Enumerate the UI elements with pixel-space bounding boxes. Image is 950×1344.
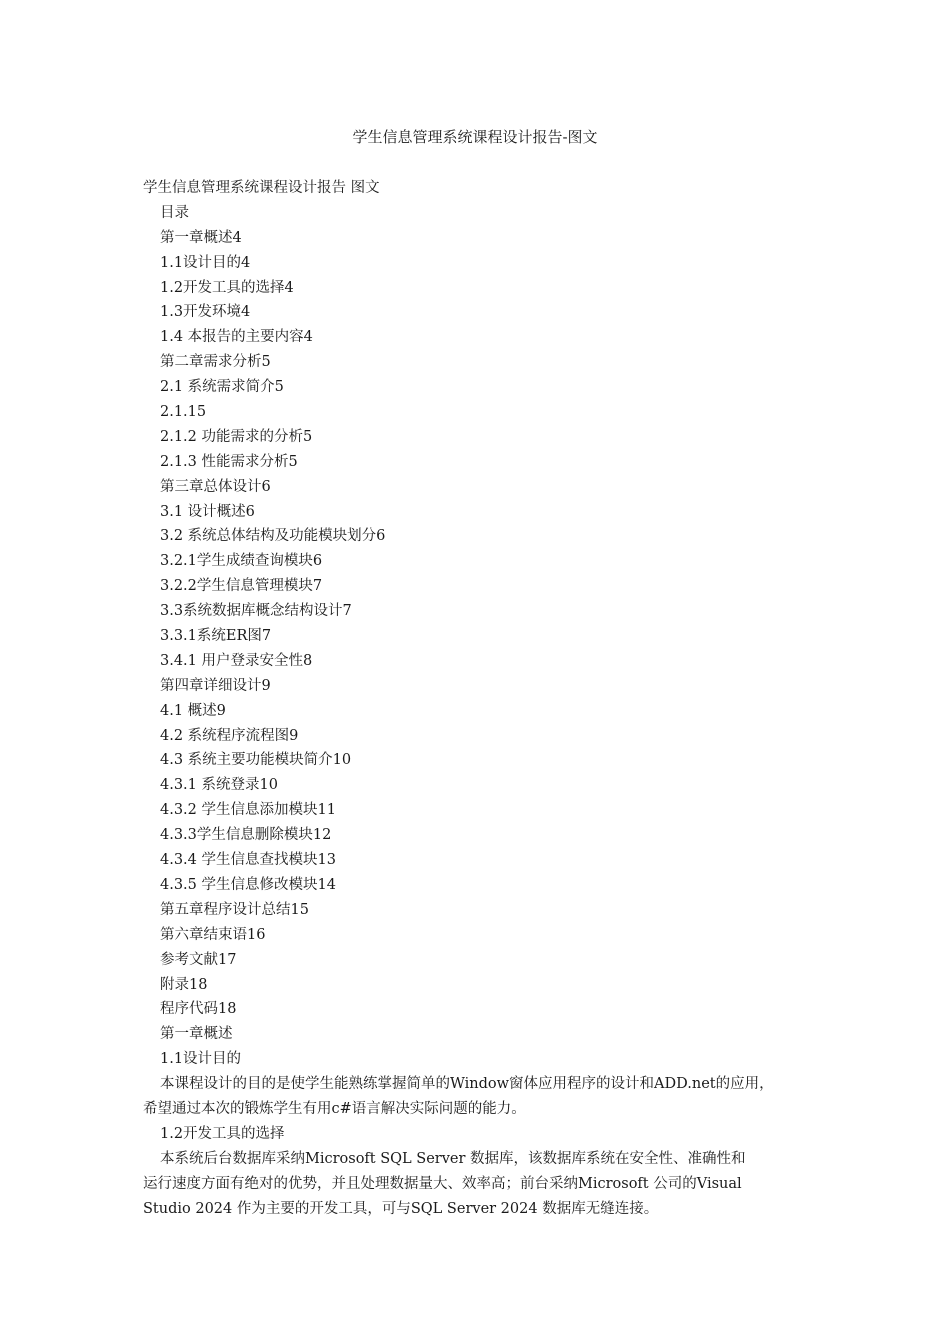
chapter-heading: 第一章概述 bbox=[160, 1026, 233, 1043]
toc-item: 3.2.2学生信息管理模块7 bbox=[160, 578, 323, 595]
toc-item: 1.1设计目的4 bbox=[160, 254, 251, 271]
section-heading: 1.1设计目的 bbox=[160, 1051, 242, 1068]
toc-item: 第四章详细设计9 bbox=[160, 677, 271, 694]
toc-item: 4.3.5 学生信息修改模块14 bbox=[160, 876, 336, 893]
toc-item: 附录18 bbox=[160, 976, 208, 993]
paragraph-line: Studio 2024 作为主要的开发工具，可与SQL Server 2024 数据库无缝连接。 bbox=[143, 1200, 659, 1217]
paragraph-line: 运行速度方面有绝对的优势，并且处理数据量大、效率高；前台采纳Microsoft 公司的Visual bbox=[143, 1175, 742, 1192]
paragraph-line: 本课程设计的目的是使学生能熟练掌握简单的Window窗体应用程序的设计和ADD.net的应用， bbox=[160, 1076, 774, 1093]
toc-item: 1.2开发工具的选择4 bbox=[160, 279, 294, 296]
paragraph-line: 本系统后台数据库采纳Microsoft SQL Server 数据库，该数据库系统在安全性、准确性和 bbox=[160, 1150, 746, 1167]
toc-item: 3.3.1系统ER图7 bbox=[160, 628, 272, 645]
toc-item: 2.1.3 性能需求分析5 bbox=[160, 453, 298, 470]
toc-item: 4.3.4 学生信息查找模块13 bbox=[160, 852, 336, 869]
table-of-contents bbox=[143, 226, 823, 1023]
paragraph-line: 希望通过本次的锻炼学生有用c#语言解决实际问题的能力。 bbox=[143, 1100, 526, 1117]
toc-item: 3.1 设计概述6 bbox=[160, 503, 255, 520]
toc-item: 程序代码18 bbox=[160, 1001, 237, 1018]
document-body bbox=[143, 1022, 823, 1221]
toc-item: 1.3开发环境4 bbox=[160, 304, 251, 321]
section-heading: 1.2开发工具的选择 bbox=[160, 1125, 285, 1142]
toc-item: 4.3.2 学生信息添加模块11 bbox=[160, 802, 336, 819]
toc-item: 4.3.1 系统登录10 bbox=[160, 777, 278, 794]
toc-item: 第五章程序设计总结15 bbox=[160, 901, 309, 918]
toc-item: 3.2.1学生成绩查询模块6 bbox=[160, 553, 323, 570]
toc-item: 第三章总体设计6 bbox=[160, 478, 271, 495]
toc-item: 第一章概述4 bbox=[160, 229, 242, 246]
toc-item: 2.1.2 功能需求的分析5 bbox=[160, 428, 313, 445]
document-heading: 学生信息管理系统课程设计报告 图文 bbox=[143, 180, 380, 196]
toc-item: 第六章结束语16 bbox=[160, 926, 266, 943]
toc-item: 4.3.3学生信息删除模块12 bbox=[160, 827, 332, 844]
toc-item: 3.2 系统总体结构及功能模块划分6 bbox=[160, 528, 386, 545]
toc-item: 2.1 系统需求简介5 bbox=[160, 379, 284, 396]
toc-item: 4.2 系统程序流程图9 bbox=[160, 727, 299, 744]
toc-item: 1.4 本报告的主要内容4 bbox=[160, 329, 313, 346]
toc-label: 目录 bbox=[160, 204, 189, 221]
toc-item: 参考文献17 bbox=[160, 951, 237, 968]
toc-item: 3.4.1 用户登录安全性8 bbox=[160, 652, 313, 669]
document-content bbox=[143, 176, 823, 1221]
toc-item: 4.3 系统主要功能模块简介10 bbox=[160, 752, 352, 769]
toc-item: 2.1.15 bbox=[160, 404, 207, 421]
document-title: 学生信息管理系统课程设计报告-图文 bbox=[352, 128, 598, 146]
toc-item: 第二章需求分析5 bbox=[160, 354, 271, 371]
toc-item: 3.3系统数据库概念结构设计7 bbox=[160, 603, 352, 620]
toc-item: 4.1 概述9 bbox=[160, 702, 226, 719]
